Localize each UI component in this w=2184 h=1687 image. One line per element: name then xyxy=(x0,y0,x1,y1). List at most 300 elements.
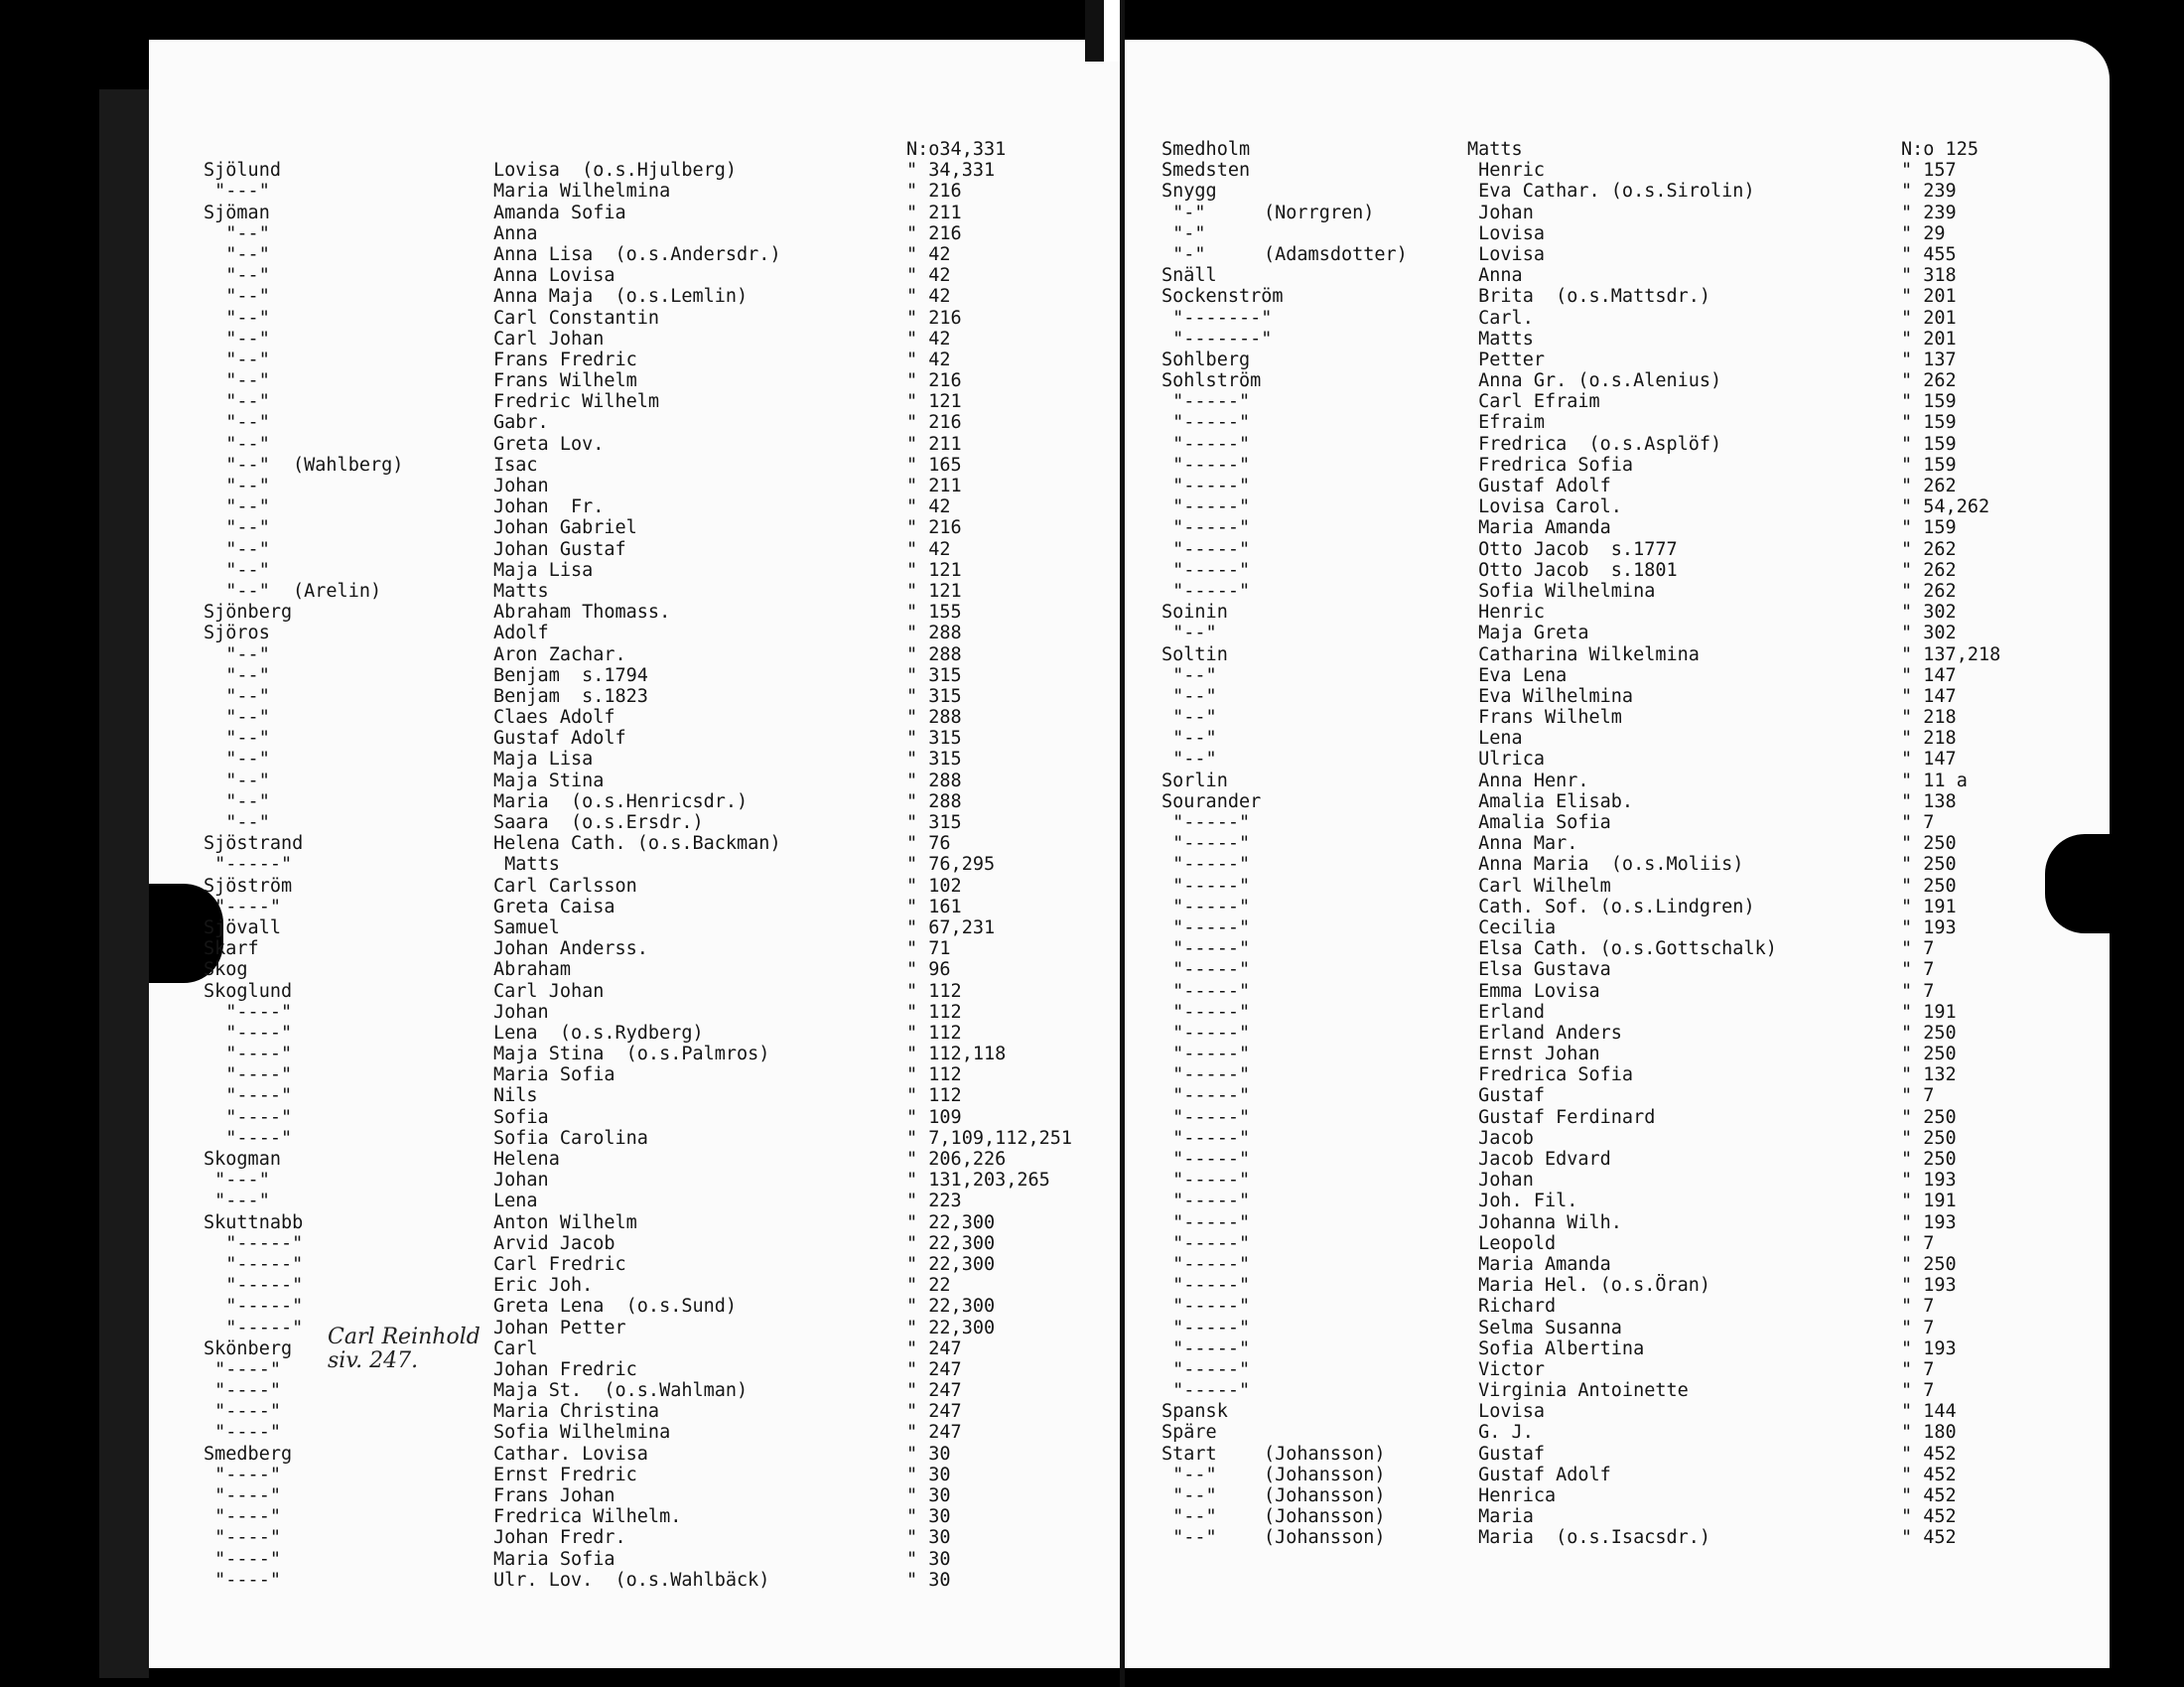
surname-cell: "--" xyxy=(204,433,270,455)
reference-cell: " 112 xyxy=(906,1085,962,1107)
surname-cell: "--" xyxy=(204,370,270,392)
surname-cell: "-----" xyxy=(1161,1380,1251,1402)
given-name-cell: Frans Johan xyxy=(493,1485,615,1506)
given-name-cell: Isac xyxy=(493,454,538,476)
reference-cell: " 112 xyxy=(906,1022,962,1044)
given-name-cell: Erland Anders xyxy=(1467,1022,1622,1044)
reference-cell: " 318 xyxy=(1901,265,1957,287)
note-cell: (Arelin) xyxy=(293,580,382,602)
surname-cell: "----" xyxy=(204,1044,293,1065)
reference-cell: " 22,300 xyxy=(906,1317,996,1338)
surname-cell: "--" xyxy=(204,728,270,750)
surname-cell: Start xyxy=(1161,1443,1217,1465)
reference-cell: " 112 xyxy=(906,1001,962,1023)
reference-cell: " 30 xyxy=(906,1506,951,1528)
given-name-cell: Matts xyxy=(1467,328,1534,350)
surname-cell: "--" xyxy=(204,243,270,265)
given-name-cell: Petter xyxy=(1467,349,1545,370)
surname-cell: Smedsten xyxy=(1161,160,1251,182)
reference-cell: " 452 xyxy=(1901,1485,1957,1506)
surname-cell: "----" xyxy=(204,1358,281,1380)
surname-cell: "--" xyxy=(204,559,270,581)
given-name-cell: Sofia Wilhelmina xyxy=(1467,580,1656,602)
given-name-cell: Lena xyxy=(1467,728,1523,750)
reference-cell: " 452 xyxy=(1901,1443,1957,1465)
given-name-cell: Fredrica Sofia xyxy=(1467,1064,1634,1086)
given-name-cell: Carl xyxy=(493,1337,538,1359)
reference-cell: " 121 xyxy=(906,391,962,413)
given-name-cell: Gustaf Adolf xyxy=(1467,476,1611,496)
given-name-cell: Johan xyxy=(493,1001,549,1023)
given-name-cell: Adolf xyxy=(493,623,549,644)
surname-cell: "-" xyxy=(1161,243,1206,265)
note-cell: (Wahlberg) xyxy=(293,454,404,476)
given-name-cell: Ernst Fredric xyxy=(493,1464,637,1485)
given-name-cell: Johan xyxy=(1467,202,1534,223)
reference-cell: " 239 xyxy=(1901,202,1957,223)
reference-cell: " 193 xyxy=(1901,1211,1957,1233)
given-name-cell: Sofia Wilhelmina xyxy=(493,1422,671,1444)
surname-cell: "----" xyxy=(204,1422,281,1444)
reference-cell: " 250 xyxy=(1901,1149,1957,1170)
reference-cell: " 7 xyxy=(1901,812,1935,833)
given-name-cell: Ernst Johan xyxy=(1467,1044,1600,1065)
given-name-cell: Elsa Cath. (o.s.Gottschalk) xyxy=(1467,938,1777,960)
given-name-cell: Carl Fredric xyxy=(493,1253,626,1275)
reference-cell: " 315 xyxy=(906,812,962,833)
given-name-cell: Gustaf Adolf xyxy=(493,728,626,750)
reference-cell: " 247 xyxy=(906,1358,962,1380)
surname-cell: "-----" xyxy=(1161,1044,1251,1065)
reference-cell: " 42 xyxy=(906,265,951,287)
given-name-cell: Lena xyxy=(493,1191,538,1212)
given-name-cell: Otto Jacob s.1777 xyxy=(1467,538,1678,560)
given-name-cell: Lovisa xyxy=(1467,1401,1545,1423)
reference-cell: " 22,300 xyxy=(906,1296,996,1318)
reference-cell: " 159 xyxy=(1901,412,1957,434)
surname-cell: "--" xyxy=(1161,728,1217,750)
reference-cell: " 247 xyxy=(906,1401,962,1423)
surname-cell: "--" xyxy=(204,770,270,791)
reference-cell: " 262 xyxy=(1901,559,1957,581)
surname-cell: Skog xyxy=(204,959,248,981)
given-name-cell: Greta Caisa xyxy=(493,896,615,917)
surname-cell: "-----" xyxy=(1161,496,1251,518)
given-name-cell: Elsa Gustava xyxy=(1467,959,1611,981)
given-name-cell: Joh. Fil. xyxy=(1467,1191,1578,1212)
given-name-cell: Eric Joh. xyxy=(493,1275,594,1297)
given-name-cell: Maria Sofia xyxy=(493,1548,615,1570)
reference-cell: " 452 xyxy=(1901,1527,1957,1549)
reference-cell: N:o 125 xyxy=(1901,139,1979,160)
given-name-cell: Johan Fredric xyxy=(493,1358,637,1380)
given-name-cell: Helena xyxy=(493,1149,560,1170)
surname-cell: "-----" xyxy=(1161,391,1251,413)
reference-cell: " 30 xyxy=(906,1569,951,1591)
reference-cell: " 76 xyxy=(906,833,951,855)
reference-cell: " 76,295 xyxy=(906,854,996,876)
given-name-cell: Carl Constantin xyxy=(493,307,660,329)
right-clip xyxy=(2045,834,2115,933)
page-shadow xyxy=(99,89,149,1678)
reference-cell: " 42 xyxy=(906,496,951,518)
surname-cell: Skönberg xyxy=(204,1337,293,1359)
reference-cell: " 121 xyxy=(906,559,962,581)
surname-cell: "--" xyxy=(1161,685,1217,707)
surname-cell: "-----" xyxy=(204,1232,304,1254)
reference-cell: " 7,109,112,251 xyxy=(906,1127,1073,1149)
given-name-cell: Claes Adolf xyxy=(493,707,615,729)
reference-cell: " 159 xyxy=(1901,391,1957,413)
reference-cell: " 7 xyxy=(1901,1232,1935,1254)
given-name-cell: Maja Greta xyxy=(1467,623,1589,644)
surname-cell: "-----" xyxy=(1161,980,1251,1002)
surname-cell: Snäll xyxy=(1161,265,1217,287)
reference-cell: " 7 xyxy=(1901,1317,1935,1338)
surname-cell: "-----" xyxy=(1161,1296,1251,1318)
surname-cell: "--" xyxy=(1161,1464,1217,1485)
reference-cell: " 239 xyxy=(1901,181,1957,203)
surname-cell: "--" xyxy=(204,454,270,476)
reference-cell: " 30 xyxy=(906,1443,951,1465)
given-name-cell: Carl Wilhelm xyxy=(1467,875,1611,897)
given-name-cell: Erland xyxy=(1467,1001,1545,1023)
given-name-cell: Anna Gr. (o.s.Alenius) xyxy=(1467,370,1722,392)
reference-cell: " 193 xyxy=(1901,1170,1957,1192)
reference-cell: " 250 xyxy=(1901,1106,1957,1128)
reference-cell: " 223 xyxy=(906,1191,962,1212)
given-name-cell: Maria Amanda xyxy=(1467,517,1611,539)
surname-cell: Skarf xyxy=(204,938,259,960)
note-cell: (Adamsdotter) xyxy=(1264,243,1408,265)
reference-cell: " 22,300 xyxy=(906,1232,996,1254)
given-name-cell: Nils xyxy=(493,1085,538,1107)
given-name-cell: Catharina Wilkelmina xyxy=(1467,643,1700,665)
surname-cell: "-----" xyxy=(204,1317,304,1338)
reference-cell: " 34,331 xyxy=(906,160,996,182)
given-name-cell: Johan xyxy=(493,476,549,496)
surname-cell: Skogman xyxy=(204,1149,281,1170)
reference-cell: " 206,226 xyxy=(906,1149,1007,1170)
reference-cell: " 22,300 xyxy=(906,1211,996,1233)
reference-cell: " 262 xyxy=(1901,476,1957,496)
surname-cell: "-------" xyxy=(1161,307,1273,329)
surname-cell: "-----" xyxy=(1161,1170,1251,1192)
surname-cell: Späre xyxy=(1161,1422,1217,1444)
reference-cell: " 121 xyxy=(906,580,962,602)
reference-cell: " 262 xyxy=(1901,370,1957,392)
given-name-cell: Benjam s.1823 xyxy=(493,685,648,707)
reference-cell: " 211 xyxy=(906,433,962,455)
surname-cell: "--" xyxy=(1161,664,1217,686)
surname-cell: Sjönberg xyxy=(204,602,293,624)
given-name-cell: Lovisa xyxy=(1467,222,1545,244)
reference-cell: " 54,262 xyxy=(1901,496,1990,518)
given-name-cell: Gabr. xyxy=(493,412,549,434)
given-name-cell: Johan xyxy=(493,1170,549,1192)
reference-cell: " 180 xyxy=(1901,1422,1957,1444)
given-name-cell: Henric xyxy=(1467,602,1545,624)
given-name-cell: Selma Susanna xyxy=(1467,1317,1622,1338)
given-name-cell: Gustaf Ferdinard xyxy=(1467,1106,1656,1128)
given-name-cell: Leopold xyxy=(1467,1232,1557,1254)
surname-cell: "-----" xyxy=(1161,1149,1251,1170)
given-name-cell: Maria Wilhelmina xyxy=(493,181,671,203)
given-name-cell: Abraham Thomass. xyxy=(493,602,671,624)
given-name-cell: Gustaf Adolf xyxy=(1467,1464,1611,1485)
surname-cell: "----" xyxy=(204,1064,293,1086)
reference-cell: " 302 xyxy=(1901,602,1957,624)
surname-cell: "--" xyxy=(204,517,270,539)
surname-cell: "-----" xyxy=(1161,559,1251,581)
given-name-cell: Carl Carlsson xyxy=(493,875,637,897)
reference-cell: N:o34,331 xyxy=(906,139,1007,160)
reference-cell: " 455 xyxy=(1901,243,1957,265)
reference-cell: " 137 xyxy=(1901,349,1957,370)
reference-cell: " 138 xyxy=(1901,790,1957,812)
reference-cell: " 250 xyxy=(1901,1127,1957,1149)
surname-cell: "----" xyxy=(204,1401,281,1423)
given-name-cell: Emma Lovisa xyxy=(1467,980,1600,1002)
surname-cell: "--" xyxy=(204,286,270,308)
given-name-cell: Jacob xyxy=(1467,1127,1534,1149)
reference-cell: " 102 xyxy=(906,875,962,897)
surname-cell: "--" xyxy=(204,538,270,560)
given-name-cell: Brita (o.s.Mattsdr.) xyxy=(1467,286,1711,308)
reference-cell: " 201 xyxy=(1901,286,1957,308)
surname-cell: "-----" xyxy=(1161,938,1251,960)
given-name-cell: Sofia xyxy=(493,1106,549,1128)
surname-cell: Sohlström xyxy=(1161,370,1262,392)
surname-cell: "-----" xyxy=(1161,476,1251,496)
document-sheet xyxy=(149,40,2110,1668)
surname-cell: "----" xyxy=(204,896,281,917)
given-name-cell: Johan Anderss. xyxy=(493,938,648,960)
reference-cell: " 216 xyxy=(906,370,962,392)
reference-cell: " 42 xyxy=(906,243,951,265)
given-name-cell: Aron Zachar. xyxy=(493,643,626,665)
reference-cell: " 109 xyxy=(906,1106,962,1128)
given-name-cell: Anna xyxy=(493,222,538,244)
reference-cell: " 218 xyxy=(1901,728,1957,750)
given-name-cell: Maria (o.s.Henricsdr.) xyxy=(493,790,749,812)
surname-cell: "----" xyxy=(204,1380,281,1402)
reference-cell: " 132 xyxy=(1901,1064,1957,1086)
note-cell: (Johansson) xyxy=(1264,1464,1386,1485)
surname-cell: "--" xyxy=(204,391,270,413)
given-name-cell: Matts xyxy=(1467,139,1523,160)
given-name-cell: Johan xyxy=(1467,1170,1534,1192)
reference-cell: " 315 xyxy=(906,728,962,750)
surname-cell: "-----" xyxy=(1161,1358,1251,1380)
given-name-cell: Maria (o.s.Isacsdr.) xyxy=(1467,1527,1711,1549)
reference-cell: " 315 xyxy=(906,749,962,771)
given-name-cell: Maria Sofia xyxy=(493,1064,615,1086)
given-name-cell: Greta Lov. xyxy=(493,433,605,455)
surname-cell: "-----" xyxy=(1161,538,1251,560)
surname-cell: "----" xyxy=(204,1548,281,1570)
surname-cell: "--" xyxy=(1161,1485,1217,1506)
reference-cell: " 112,118 xyxy=(906,1044,1007,1065)
surname-cell: "-----" xyxy=(1161,433,1251,455)
surname-cell: "-----" xyxy=(1161,1253,1251,1275)
reference-cell: " 218 xyxy=(1901,707,1957,729)
surname-cell: Sjölund xyxy=(204,160,281,182)
note-cell: (Johansson) xyxy=(1264,1527,1386,1549)
surname-cell: "-----" xyxy=(1161,896,1251,917)
surname-cell: Sjövall xyxy=(204,916,281,938)
reference-cell: " 216 xyxy=(906,222,962,244)
given-name-cell: Efraim xyxy=(1467,412,1545,434)
note-cell: (Johansson) xyxy=(1264,1443,1386,1465)
note-cell: (Johansson) xyxy=(1264,1506,1386,1528)
given-name-cell: Cathar. Lovisa xyxy=(493,1443,648,1465)
reference-cell: " 247 xyxy=(906,1422,962,1444)
reference-cell: " 30 xyxy=(906,1485,951,1506)
given-name-cell: Fredrica Sofia xyxy=(1467,454,1634,476)
given-name-cell: Henric xyxy=(1467,160,1545,182)
surname-cell: Sockenström xyxy=(1161,286,1284,308)
given-name-cell: Amalia Sofia xyxy=(1467,812,1611,833)
surname-cell: "-----" xyxy=(1161,1022,1251,1044)
given-name-cell: Maja Lisa xyxy=(493,749,594,771)
reference-cell: " 7 xyxy=(1901,938,1935,960)
surname-cell: "-----" xyxy=(1161,1211,1251,1233)
given-name-cell: Gustaf xyxy=(1467,1443,1545,1465)
given-name-cell: Otto Jacob s.1801 xyxy=(1467,559,1678,581)
surname-cell: "-------" xyxy=(1161,328,1273,350)
reference-cell: " 193 xyxy=(1901,1275,1957,1297)
surname-cell: "-----" xyxy=(1161,454,1251,476)
surname-cell: "-----" xyxy=(1161,1064,1251,1086)
handwritten-note: Carl Reinhold siv. 247. xyxy=(328,1325,480,1373)
given-name-cell: Anna Mar. xyxy=(1467,833,1578,855)
reference-cell: " 193 xyxy=(1901,1337,1957,1359)
reference-cell: " 112 xyxy=(906,1064,962,1086)
given-name-cell: Maria Amanda xyxy=(1467,1253,1611,1275)
reference-cell: " 155 xyxy=(906,602,962,624)
given-name-cell: Fredric Wilhelm xyxy=(493,391,660,413)
surname-cell: "--" xyxy=(1161,623,1217,644)
given-name-cell: Abraham xyxy=(493,959,571,981)
surname-cell: Soinin xyxy=(1161,602,1228,624)
reference-cell: " 452 xyxy=(1901,1464,1957,1485)
reference-cell: " 71 xyxy=(906,938,951,960)
given-name-cell: Maja Stina (o.s.Palmros) xyxy=(493,1044,770,1065)
given-name-cell: Maria Hel. (o.s.Öran) xyxy=(1467,1275,1711,1297)
surname-cell: "--" xyxy=(204,328,270,350)
surname-cell: "-----" xyxy=(1161,875,1251,897)
given-name-cell: Maria Christina xyxy=(493,1401,660,1423)
surname-cell: "-----" xyxy=(1161,517,1251,539)
surname-cell: "-----" xyxy=(1161,1085,1251,1107)
surname-cell: "-----" xyxy=(1161,1275,1251,1297)
surname-cell: "-----" xyxy=(1161,580,1251,602)
reference-cell: " 159 xyxy=(1901,517,1957,539)
surname-cell: "----" xyxy=(204,1085,293,1107)
reference-cell: " 67,231 xyxy=(906,916,996,938)
reference-cell: " 165 xyxy=(906,454,962,476)
given-name-cell: Fredrica Wilhelm. xyxy=(493,1506,682,1528)
surname-cell: "----" xyxy=(204,1527,281,1549)
reference-cell: " 250 xyxy=(1901,833,1957,855)
reference-cell: " 11 a xyxy=(1901,770,1968,791)
given-name-cell: Anton Wilhelm xyxy=(493,1211,637,1233)
surname-cell: "-----" xyxy=(1161,1127,1251,1149)
surname-cell: Sjöros xyxy=(204,623,270,644)
surname-cell: "--" xyxy=(204,496,270,518)
surname-cell: Sjöman xyxy=(204,202,270,223)
reference-cell: " 216 xyxy=(906,181,962,203)
surname-cell: "----" xyxy=(204,1022,293,1044)
surname-cell: "----" xyxy=(204,1506,281,1528)
surname-cell: "---" xyxy=(204,181,270,203)
reference-cell: " 452 xyxy=(1901,1506,1957,1528)
given-name-cell: Maja St. (o.s.Wahlman) xyxy=(493,1380,749,1402)
reference-cell: " 193 xyxy=(1901,916,1957,938)
reference-cell: " 288 xyxy=(906,643,962,665)
surname-cell: Sourander xyxy=(1161,790,1262,812)
surname-cell: "-----" xyxy=(1161,1191,1251,1212)
reference-cell: " 42 xyxy=(906,328,951,350)
surname-cell: "--" xyxy=(1161,1506,1217,1528)
reference-cell: " 7 xyxy=(1901,1380,1935,1402)
reference-cell: " 247 xyxy=(906,1337,962,1359)
given-name-cell: Sofia Albertina xyxy=(1467,1337,1645,1359)
given-name-cell: Lovisa (o.s.Hjulberg) xyxy=(493,160,738,182)
surname-cell: Sohlberg xyxy=(1161,349,1251,370)
surname-cell: "-----" xyxy=(1161,959,1251,981)
surname-cell: Skoglund xyxy=(204,980,293,1002)
surname-cell: "----" xyxy=(204,1127,293,1149)
reference-cell: " 288 xyxy=(906,707,962,729)
reference-cell: " 247 xyxy=(906,1380,962,1402)
reference-cell: " 201 xyxy=(1901,307,1957,329)
reference-cell: " 131,203,265 xyxy=(906,1170,1050,1192)
surname-cell: "-----" xyxy=(1161,812,1251,833)
reference-cell: " 137,218 xyxy=(1901,643,2001,665)
reference-cell: " 250 xyxy=(1901,1253,1957,1275)
reference-cell: " 7 xyxy=(1901,980,1935,1002)
given-name-cell: Maja Lisa xyxy=(493,559,594,581)
surname-cell: Smedholm xyxy=(1161,139,1251,160)
surname-cell: "-----" xyxy=(1161,1001,1251,1023)
given-name-cell: Frans Fredric xyxy=(493,349,637,370)
reference-cell: " 42 xyxy=(906,286,951,308)
given-name-cell: Anna Maria (o.s.Moliis) xyxy=(1467,854,1744,876)
reference-cell: " 159 xyxy=(1901,454,1957,476)
given-name-cell: Arvid Jacob xyxy=(493,1232,615,1254)
reference-cell: " 22 xyxy=(906,1275,951,1297)
reference-cell: " 201 xyxy=(1901,328,1957,350)
given-name-cell: Lovisa Carol. xyxy=(1467,496,1622,518)
surname-cell: "---" xyxy=(204,1191,270,1212)
given-name-cell: Johan Gabriel xyxy=(493,517,637,539)
given-name-cell: Anna xyxy=(1467,265,1523,287)
surname-cell: "--" xyxy=(1161,749,1217,771)
reference-cell: " 7 xyxy=(1901,1296,1935,1318)
surname-cell: "--" xyxy=(204,476,270,496)
reference-cell: " 30 xyxy=(906,1548,951,1570)
given-name-cell: Lena (o.s.Rydberg) xyxy=(493,1022,704,1044)
given-name-cell: Frans Wilhelm xyxy=(1467,707,1622,729)
reference-cell: " 216 xyxy=(906,307,962,329)
surname-cell: "--" xyxy=(204,307,270,329)
note-cell: (Johansson) xyxy=(1264,1485,1386,1506)
given-name-cell: Carl Efraim xyxy=(1467,391,1600,413)
given-name-cell: Matts xyxy=(493,580,549,602)
surname-cell: Snygg xyxy=(1161,181,1217,203)
